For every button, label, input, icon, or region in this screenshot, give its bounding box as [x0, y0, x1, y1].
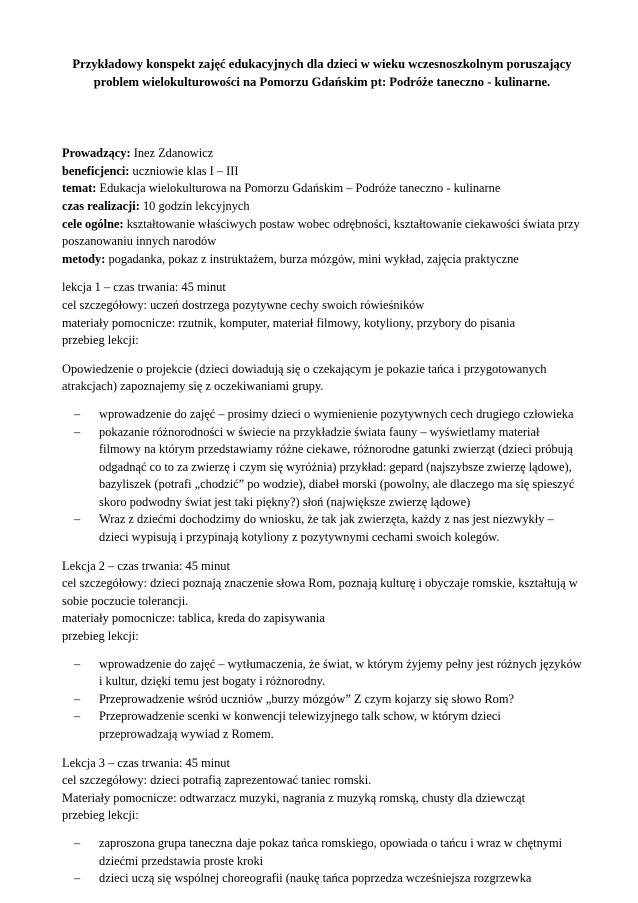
- lesson-2-section: [62, 558, 582, 744]
- dash-bullet: –: [74, 656, 81, 671]
- lesson-1-section: [62, 279, 582, 546]
- meta-line: [62, 251, 582, 269]
- document-title: Przykładowy konspekt zajęć edukacyjnych dla dzieci w wieku wczesnoszkolnym poruszający problem wielokulturowości na Pomorzu Gdańskim pt: Podróże taneczno - kulinarne.: [72, 57, 572, 89]
- metadata-block: [62, 145, 582, 268]
- dash-bullet: –: [74, 835, 81, 850]
- lesson-2-course-label: przebieg lekcji:: [62, 629, 139, 644]
- list-item: – pokazanie różnorodności w świecie na przykładzie świata fauny – wyświetlamy materiał filmowy na którym przedstawiamy różne ciekawe, różnorodne gatunki zwierząt (dzieci próbują odgadnąć co to za zwierzę i czym się wyróżnia) przykład: gepard (najszybsze zwierzę lądowe), bazyliszek (potrafi „chodzić” po wodzie), diabeł morski (powolny, ale dlaczego ma się spieszyć skoro podwodny świat jest taki piękny?) słoń (największe zwierzę lądowe): [74, 424, 575, 509]
- meta-value: 10 godzin lekcyjnych: [139, 198, 250, 213]
- list-item: – wprowadzenie do zajęć – prosimy dzieci o wymienienie pozytywnych cech drugiego człowieka: [62, 406, 582, 424]
- list-item: – Wraz z dziećmi dochodzimy do wniosku, że tak jak zwierzęta, każdy z nas jest niezwykły – dzieci wypisują i przypinają kotyliony z pozytywnymi cechami swoich kolegów.: [74, 512, 554, 545]
- meta-line: [62, 163, 582, 181]
- lesson-2-steps: [62, 656, 582, 744]
- meta-label: temat:: [62, 181, 97, 196]
- lesson-3-materials: Materiały pomocnicze: odtwarzacz muzyki, nagrania z muzyką romską, chusty dla dziewcząt: [62, 790, 526, 805]
- meta-line: [62, 216, 582, 251]
- list-item: – wprowadzenie do zajęć – wytłumaczenia, że świat, w którym żyjemy pełny jest różnych języków i kultur, dzięki temu jest bogaty i różnorodny.: [74, 656, 582, 689]
- lesson-1-course-label: przebieg lekcji:: [62, 333, 139, 348]
- dash-bullet: –: [74, 871, 81, 886]
- meta-label: czas realizacji:: [62, 198, 140, 213]
- meta-label: metody:: [62, 251, 106, 266]
- meta-value: Edukacja wielokulturowa na Pomorzu Gdańskim – Podróże taneczno - kulinarne: [96, 181, 501, 196]
- meta-line: [62, 180, 582, 198]
- dash-bullet: –: [74, 691, 81, 706]
- list-item: – Przeprowadzenie scenki w konwencji telewizyjnego talk schow, w którym dzieci przeprowadzają wywiad z Romem.: [74, 709, 501, 741]
- lesson-1-steps: [62, 406, 582, 547]
- lesson-3-course-label: przebieg lekcji:: [62, 808, 139, 823]
- list-item: – Przeprowadzenie wśród uczniów „burzy mózgów” Z czym kojarzy się słowo Rom?: [62, 691, 582, 709]
- lesson-3-title: Lekcja 3 – czas trwania: 45 minut: [62, 755, 230, 770]
- meta-label: beneficjenci:: [62, 163, 130, 178]
- dash-bullet: –: [74, 512, 81, 527]
- lesson-1-goal: cel szczegółowy: uczeń dostrzega pozytywne cechy swoich rówieśników: [62, 297, 425, 312]
- document-page: [62, 56, 582, 899]
- meta-value: pogadanka, pokaz z instruktażem, burza mózgów, mini wykład, zajęcia praktyczne: [105, 251, 519, 266]
- meta-line: [62, 198, 582, 216]
- lesson-2-goal: cel szczegółowy: dzieci poznają znaczenie słowa Rom, poznają kulturę i obyczaje romskie, kształtują w sobie poczucie tolerancji.: [62, 576, 578, 608]
- lesson-1-materials: materiały pomocnicze: rzutnik, komputer, materiał filmowy, kotyliony, przybory do pisania: [62, 315, 516, 330]
- dash-bullet: –: [74, 709, 81, 724]
- meta-value: kształtowanie właściwych postaw wobec odrębności, kształtowanie ciekawości świata przy poszanowaniu innych narodów: [62, 216, 580, 249]
- meta-line: [62, 145, 582, 163]
- lesson-1-title: lekcja 1 – czas trwania: 45 minut: [62, 280, 226, 295]
- lesson-3-section: [62, 755, 582, 888]
- meta-label: cele ogólne:: [62, 216, 124, 231]
- lesson-3-steps: [62, 835, 582, 888]
- meta-value: Inez Zdanowicz: [130, 146, 214, 161]
- lesson-2-title: Lekcja 2 – czas trwania: 45 minut: [62, 558, 230, 573]
- list-item: – dzieci uczą się wspólnej choreografii (naukę tańca poprzedza wcześniejsza rozgrzewka: [62, 870, 582, 888]
- dash-bullet: –: [74, 424, 81, 439]
- lesson-2-materials: materiały pomocnicze: tablica, kreda do zapisywania: [62, 611, 325, 626]
- list-item: – zaproszona grupa taneczna daje pokaz tańca romskiego, opowiada o tańcu i wraz w chętnymi dziećmi przedstawia proste kroki: [74, 835, 563, 868]
- meta-label: Prowadzący:: [62, 146, 131, 161]
- meta-value: uczniowie klas I – III: [129, 163, 239, 178]
- lesson-1-intro: Opowiedzenie o projekcie (dzieci dowiadują się o czekającym je pokazie tańca i przygotowanych atrakcjach) zapoznajemy się z oczekiwaniami grupy.: [62, 361, 547, 394]
- lesson-3-goal: cel szczegółowy: dzieci potrafią zaprezentować taniec romski.: [62, 773, 372, 788]
- dash-bullet: –: [74, 406, 81, 421]
